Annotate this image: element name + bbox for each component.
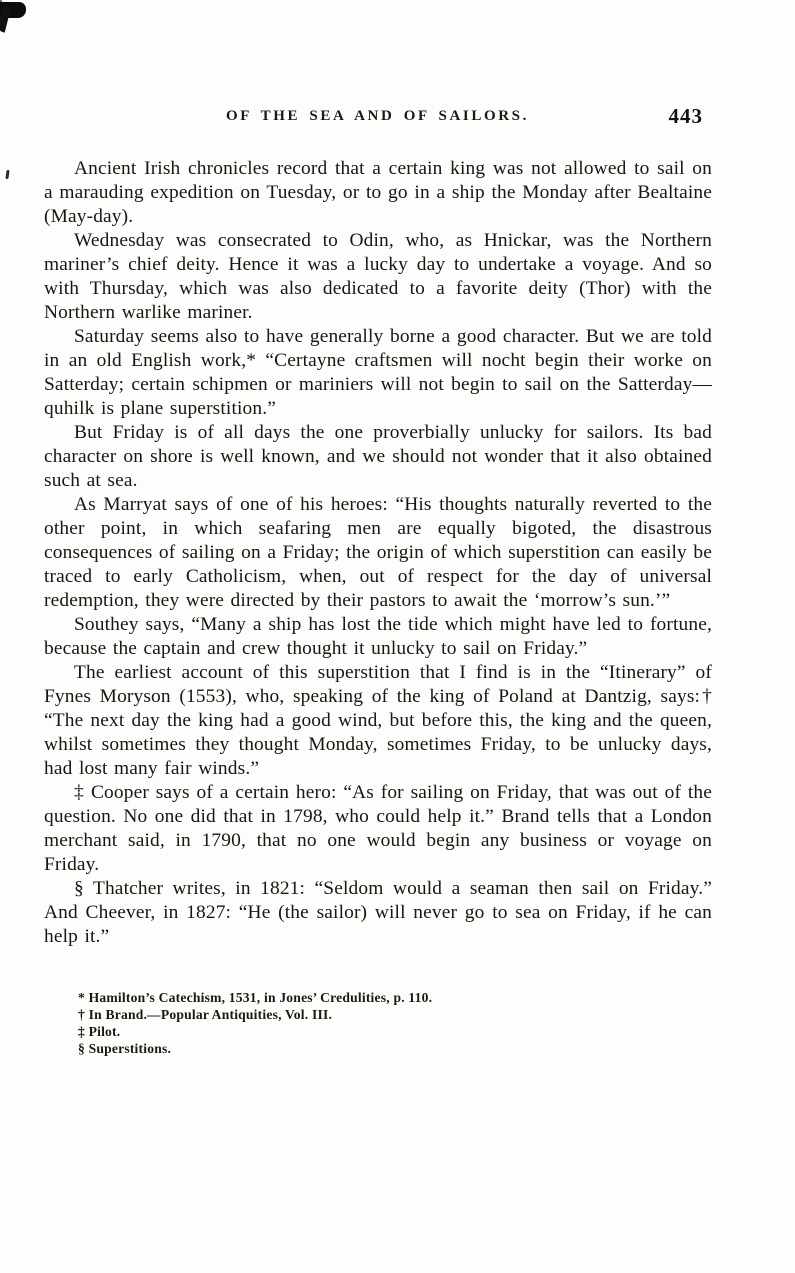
paragraph-6: Southey says, “Many a ship has lost the tide which might have led to fortune, because the captain and crew thought it unlucky to sail on Friday.” xyxy=(44,614,712,659)
scan-artifact-left-tick xyxy=(5,170,9,179)
paragraph-5: As Marryat says of one of his heroes: “His thoughts naturally reverted to the other point, in which seafaring men are equally bigoted, the disastrous consequences of sailing on a Friday; the origin of which superstition can easily be traced to early Catholicism, when, out of respect for the day of universal redemption, they were directed by their pastors to await the ‘morrow’s sun.’” xyxy=(44,494,712,611)
paragraph-3: Saturday seems also to have generally borne a good character. But we are told in an old English work,* “Certayne craftsmen will nocht begin their worke on Satterday; certain schipmen or mariniers will not begin to sail on the Satterday—quhilk is plane superstition.” xyxy=(44,326,712,419)
footnote-4: § Superstitions. xyxy=(78,1041,172,1056)
footnote-1: * Hamilton’s Catechism, 1531, in Jones’ Credulities, p. 110. xyxy=(78,990,433,1005)
paragraph-1: Ancient Irish chronicles record that a certain king was not allowed to sail on a marauding expedition on Tuesday, or to go in a ship the Monday after Bealtaine (May-day). xyxy=(44,158,712,227)
paragraph-9: § Thatcher writes, in 1821: “Seldom would a seaman then sail on Friday.” And Cheever, in 1827: “He (the sailor) will never go to sea on Friday, if he can help it.” xyxy=(44,878,712,947)
running-title: OF THE SEA AND OF SAILORS. xyxy=(226,108,529,124)
footnote-3: ‡ Pilot. xyxy=(78,1024,121,1039)
page-number: 443 xyxy=(668,104,703,128)
paragraph-2: Wednesday was consecrated to Odin, who, as Hnickar, was the Northern mariner’s chief deity. Hence it was a lucky day to undertake a voyage. And so with Thursday, which was also dedicated to a favorite deity (Thor) with the Northern warlike mariner. xyxy=(44,230,712,323)
footnote-2: † In Brand.—Popular Antiquities, Vol. III. xyxy=(78,1007,333,1022)
footnotes xyxy=(78,989,711,1057)
paragraph-8: ‡ Cooper says of a certain hero: “As for sailing on Friday, that was out of the question. No one did that in 1798, who could help it.” Brand tells that a London merchant said, in 1790, that no one would begin any business or voyage on Friday. xyxy=(44,782,712,875)
running-head xyxy=(44,104,711,130)
text-block xyxy=(44,157,712,949)
paragraph-4: But Friday is of all days the one proverbially unlucky for sailors. Its bad character on shore is well known, and we should not wonder that it also obtained such at sea. xyxy=(44,422,712,491)
scan-artifact-bottom-right xyxy=(0,5,11,32)
paragraph-7: The earliest account of this superstition that I find is in the “Itinerary” of Fynes Moryson (1553), who, speaking of the king of Poland at Dantzig, says:† “The next day the king had a good wind, but before this, the king and the queen, whilst sometimes they thought Monday, sometimes Friday, to be unlucky days, had lost many fair winds.” xyxy=(44,662,712,779)
